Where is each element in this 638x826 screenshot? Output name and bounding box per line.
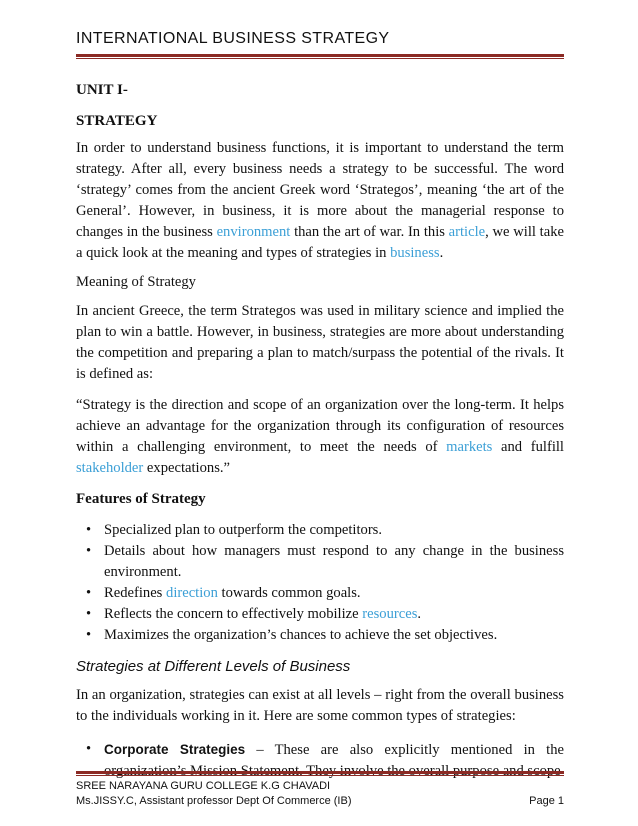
page-body [76, 72, 564, 782]
quote-text-2: and fulfill [492, 439, 564, 455]
meaning-paragraph: In ancient Greece, the term Strategos was used in military science and implied the plan to win a battle. However, in business, strategies are more about understanding the competition and preparing a plan to match/surpass the potential of the rivals. It is defined as: [76, 303, 564, 382]
markets-link[interactable]: markets [446, 439, 493, 455]
list-item: • Maximizes the organization’s chances to achieve the set objectives. [104, 625, 564, 646]
unit-heading: UNIT I- [76, 82, 128, 98]
meaning-heading: Meaning of Strategy [76, 274, 196, 290]
environment-link[interactable]: environment [216, 224, 291, 240]
footer-rule-thin [76, 775, 564, 776]
intro-text-1: In order to understand business functions, it is important to understand the term strategy. After all, every business needs a strategy to be successful. The word ‘strategy’ comes from the ancient Greek word ‘Strategos’, meaning ‘the art of the General’. However, in business, it is more about the managerial response to changes in the business [76, 140, 564, 240]
stakeholder-link[interactable]: stakeholder [76, 460, 144, 476]
list-item-text: Redefines [104, 585, 167, 601]
resources-link[interactable]: resources [362, 606, 418, 622]
features-heading: Features of Strategy [76, 491, 206, 507]
corporate-strategies-text: – These are also explicitly mentioned in the [256, 742, 564, 758]
quote-text-3: expectations.” [143, 460, 230, 476]
list-item [104, 604, 564, 625]
levels-heading: Strategies at Different Levels of Business [76, 658, 351, 675]
article-link[interactable]: article [448, 224, 486, 240]
levels-paragraph: In an organization, strategies can exist at all levels – right from the overall business to the individuals working in it. Here are some common types of strategies: [76, 687, 564, 724]
intro-text-4: . [439, 245, 444, 261]
business-link[interactable]: business [390, 245, 440, 261]
list-item-text: towards common goals. [217, 585, 361, 601]
list-item: • Details about how managers must respond to any change in the business environment. [104, 541, 564, 583]
header-rule-thick [76, 54, 564, 57]
intro-text-3: , we will take a quick look at the meaning and types of strategies in [76, 224, 564, 261]
quote-text-1: “Strategy is the direction and scope of an organization over the long-term. It helps achieve an advantage for the organization through its configuration of resources within a challenging environment, to meet the needs of [76, 397, 564, 455]
features-list [76, 520, 564, 646]
intro-paragraph [76, 138, 564, 264]
list-item-text: Reflects the concern to effectively mobilize [104, 606, 363, 622]
list-item-text: . [417, 606, 422, 622]
section-title: STRATEGY [76, 113, 158, 129]
definition-quote [76, 395, 564, 479]
list-item [104, 583, 564, 604]
page-number: Page 1 [529, 795, 564, 807]
list-item: • Specialized plan to outperform the competitors. [104, 520, 564, 541]
direction-link[interactable]: direction [166, 585, 218, 601]
header-rule-thin [76, 58, 564, 59]
page-header-title: INTERNATIONAL BUSINESS STRATEGY [76, 30, 390, 47]
corporate-strategies-label: Corporate Strategies [104, 742, 246, 757]
footer-author: Ms.JISSY.C, Assistant professor Dept Of Commerce (IB) [76, 795, 352, 807]
footer-rule-thick [76, 771, 564, 774]
footer-college: SREE NARAYANA GURU COLLEGE K.G CHAVADI [76, 780, 331, 792]
intro-text-2: than the art of war. In this [290, 224, 449, 240]
